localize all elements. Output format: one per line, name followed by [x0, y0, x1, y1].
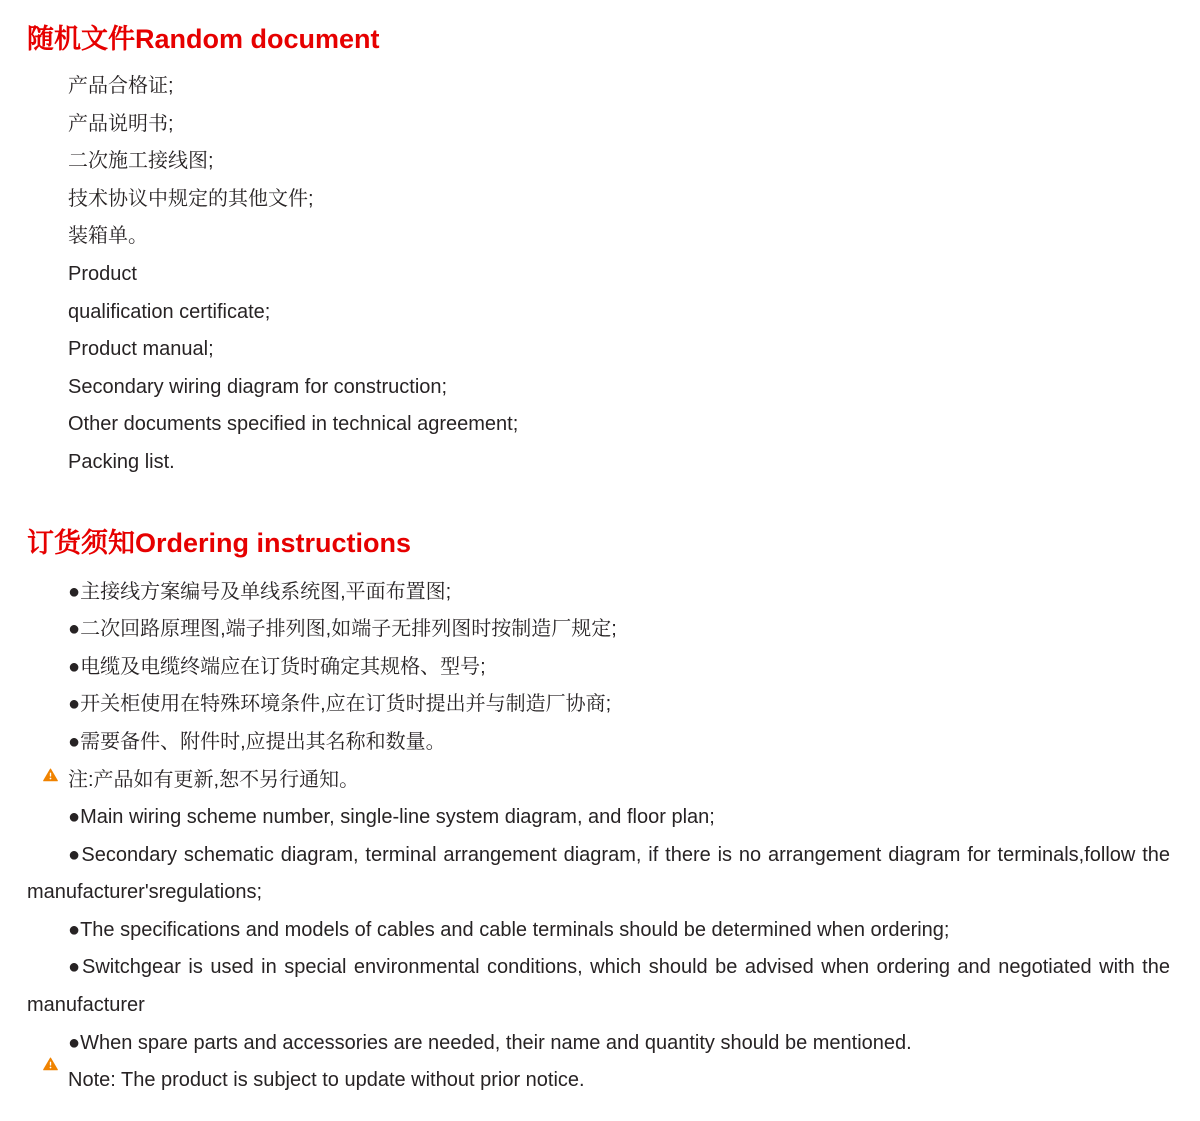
section-title-random-document: 随机文件Random document [27, 24, 380, 54]
list-item: 产品合格证; [68, 75, 174, 97]
bullet-item-en: ●When spare parts and accessories are needed, their name and quantity should be mentioned. [68, 1031, 912, 1054]
list-item: 二次施工接线图; [68, 150, 214, 173]
note-cn [27, 762, 1170, 800]
list-item: Secondary wiring diagram for construction; [68, 375, 448, 398]
random-document-list [27, 68, 1170, 482]
bullet-item-cn: ●需要备件、附件时,应提出其名称和数量。 [68, 730, 446, 753]
list-item: qualification certificate; [68, 300, 271, 323]
bullet-item-cn: ●电缆及电缆终端应在订货时确定其规格、型号; [68, 655, 486, 678]
list-item: 技术协议中规定的其他文件; [68, 187, 314, 210]
warning-triangle-icon [43, 1057, 58, 1071]
list-item: 装箱单。 [68, 225, 148, 248]
ordering-instructions-list [27, 574, 1170, 1100]
list-item: Product [68, 262, 137, 285]
note-en [27, 1062, 1170, 1100]
section-ordering-instructions [27, 528, 1170, 1100]
list-item: 产品说明书; [68, 112, 174, 135]
section-title-ordering-instructions: 订货须知Ordering instructions [27, 527, 412, 558]
bullet-item-cn: ●开关柜使用在特殊环境条件,应在订货时提出并与制造厂协商; [68, 693, 612, 716]
bullet-item-en: ●Secondary schematic diagram, terminal arrangement diagram, if there is no arrangement diagram for terminals,follow the manufacturer'sregulations; [27, 843, 1170, 904]
note-en-text: Note: The product is subject to update without prior notice. [68, 1069, 585, 1092]
bullet-item-en: ●Switchgear is used in special environmental conditions, which should be advised when ordering and negotiated with the manufacturer [27, 956, 1170, 1017]
list-item: Packing list. [68, 450, 175, 473]
bullet-item-en: ●The specifications and models of cables and cable terminals should be determined when ordering; [68, 918, 950, 941]
note-cn-text: 注:产品如有更新,恕不另行通知。 [68, 768, 360, 791]
warning-triangle-icon [43, 768, 58, 782]
bullet-item-cn: ●主接线方案编号及单线系统图,平面布置图; [68, 580, 452, 603]
bullet-item-cn: ●二次回路原理图,端子排列图,如端子无排列图时按制造厂规定; [68, 618, 617, 641]
bullet-item-en: ●Main wiring scheme number, single-line system diagram, and floor plan; [68, 806, 715, 829]
list-item: Product manual; [68, 338, 214, 361]
section-random-document [27, 24, 1170, 482]
list-item: Other documents specified in technical agreement; [68, 413, 519, 436]
